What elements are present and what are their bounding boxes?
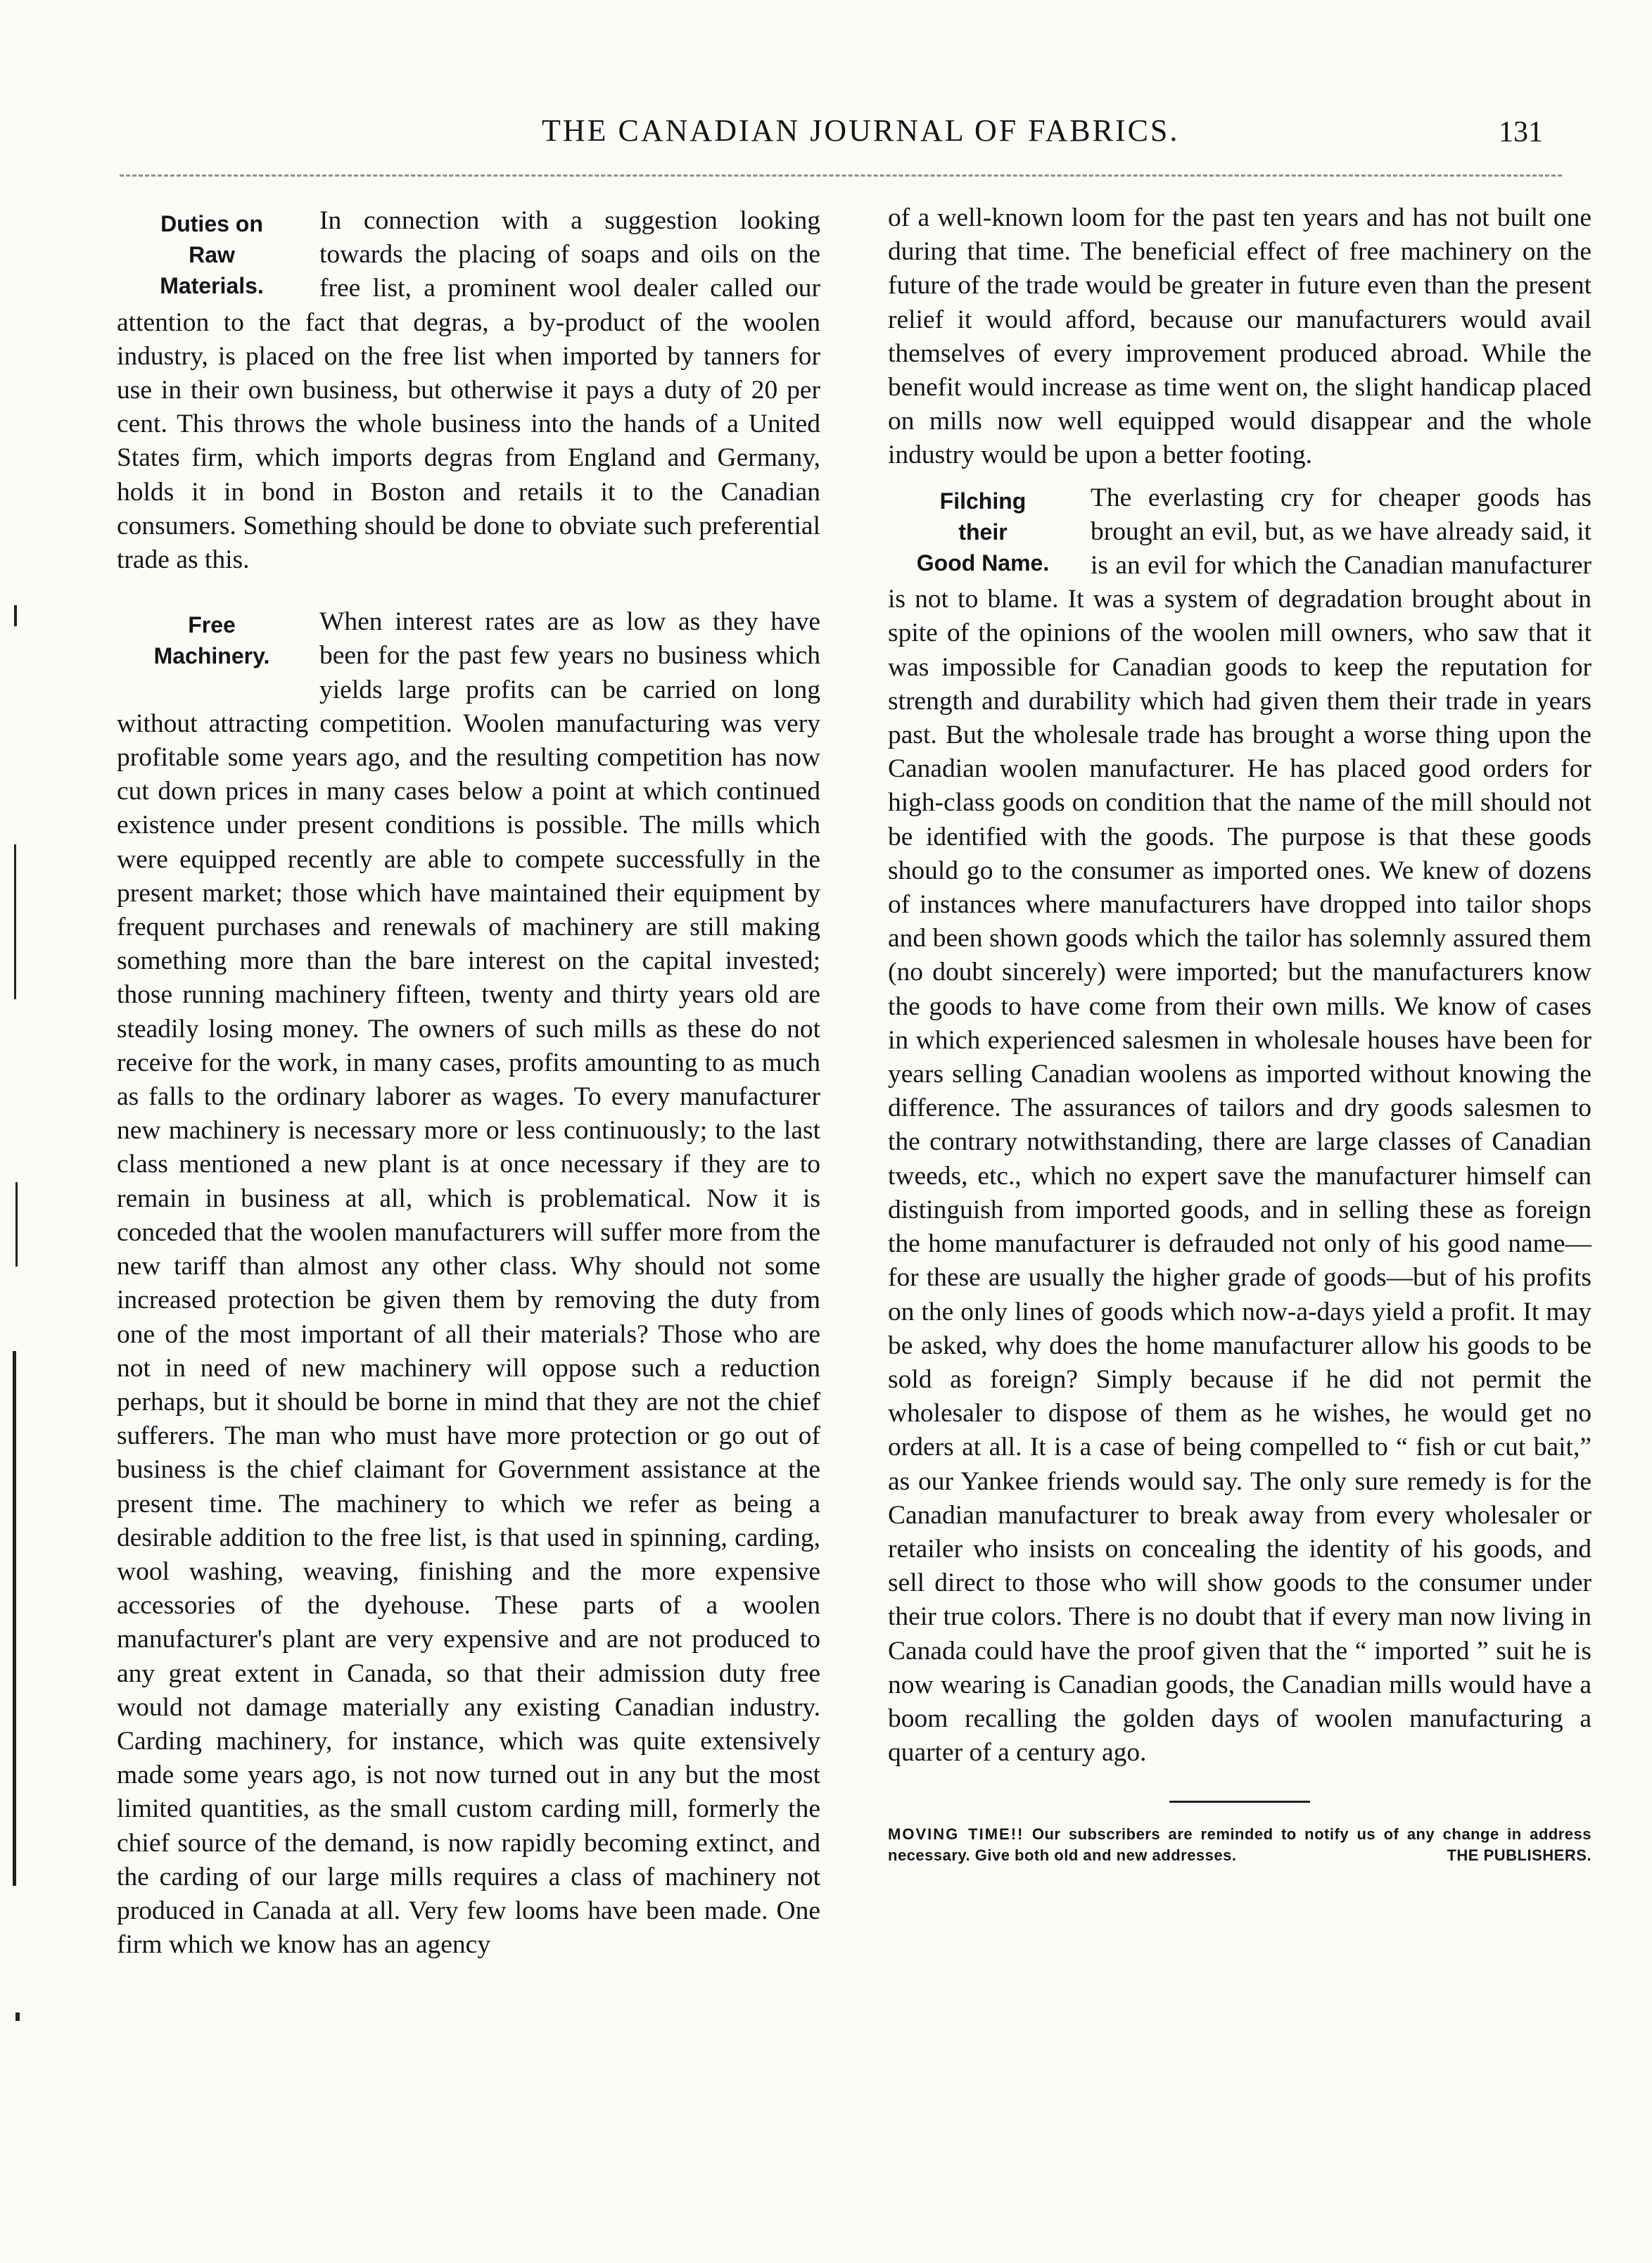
divider	[1169, 1801, 1310, 1803]
notice-text: Our subscribers are reminded to notify us of any change in address necessary. Give both old and new addresses.	[888, 1825, 1591, 1865]
right-column	[888, 201, 1591, 1866]
moving-notice	[888, 1824, 1591, 1866]
notice-signature: THE PUBLISHERS.	[1447, 1846, 1591, 1865]
sidehead-duties-on-raw-materials: Duties on Raw Materials.	[160, 211, 264, 298]
sidehead-free-machinery: Free Machinery.	[153, 612, 270, 669]
article-filching-their-good-name	[888, 481, 1591, 1770]
article-continuation: of a well-known loom for the past ten years and has not built one during that time. The beneficial effect of free machinery on the future of the trade would be greater in future even than the present relief it would afford, because our manufacturers would avail themselves of every improvement produced abroad. While the benefit would increase as time went on, the slight handicap placed on mills now well equipped would disappear and the whole industry would be upon a better footing.	[888, 203, 1591, 470]
page-header	[0, 113, 1652, 169]
page-number: 131	[1499, 116, 1543, 148]
running-title: THE CANADIAN JOURNAL OF FABRICS.	[542, 113, 1180, 148]
article-text: The everlasting cry for cheaper goods has brought an evil, but, as we have already said, it is an evil for which the Canadian manufacturer is not to blame. It was a system of degradation brought about in spite of the opinions of the woolen mill owners, who saw that it was impossible for Canadian goods to keep the reputation for strength and durability which had given them their trade in years past. But the wholesale trade has brought a worse thing upon the Canadian woolen manufacturer. He has placed good orders for high-class goods on condition that the name of the mill should not be identified with the goods. The purpose is that these goods should go to the consumer as imported ones. We knew of dozens of instances where manufacturers have dropped into tailor shops and been shown goods which the tailor has solemnly assured them (no doubt sincerely) were imported; but the manufacturers know the goods to have come from their own mills. We know of cases in which experienced salesmen in wholesale houses have been for years selling Canadian woolens as imported without knowing the difference. The assurances of tailors and dry goods salesmen to the contrary notwithstanding, there are large classes of Canadian tweeds, etc., which no expert save the manufacturer himself can distinguish from imported goods, and in selling these as foreign the home manufacturer is defrauded not only of his good name—for these are usually the higher grade of goods—but of his profits on the only lines of goods which now-a-days yield a profit. It may be asked, why does the home manufacturer allow his goods to be sold as foreign? Simply because if he did not permit the wholesaler to dispose of them as he wishes, he would get no orders at all. It is a case of being compelled to “ fish or cut bait,” as our Yankee friends would say. The only sure remedy is for the Canadian manufacturer to break away from every wholesaler or retailer who insists on concealing the identity of his goods, and sell direct to those who will show goods to the consumer under their true colors. There is no doubt that if every man now living in Canada could have the proof given that the “ imported ” suit he is now wearing is Canadian goods, the Canadian mills would have a boom recalling the golden days of woolen manufacturing a quarter of a century ago.	[888, 483, 1591, 1768]
article-text: In connection with a suggestion looking towards the placing of soaps and oils on the free list, a prominent wool dealer called our attention to the fact that degras, a by-product of the woolen industry, is placed on the free list when imported by tanners for use in their own business, but otherwise it pays a duty of 20 per cent. This throws the whole business into the hands of a United States firm, which imports degras from England and Germany, holds it in bond in Boston and retails it to the Canadian consumers. Something should be done to obviate such preferential trade as this.	[117, 206, 820, 575]
left-column	[117, 204, 820, 1962]
article-free-machinery	[117, 605, 820, 1962]
notice-lead: MOVING TIME!!	[888, 1825, 1024, 1844]
article-text: When interest rates are as low as they have been for the past few years no business which yields large profits can be carried on long without attracting competition. Woolen manufacturing was very profitable some years ago, and the resulting competition has now cut down prices in many cases below a point at which continued existence under present conditions is possible. The mills which were equipped recently are able to compete successfully in the present market; those which have maintained their equipment by frequent purchases and renewals of machinery are still making something more than the bare interest on the capital invested; those running machinery fifteen, twenty and thirty years old are steadily losing money. The owners of such mills as these do not receive for the work, in many cases, profits amounting to as much as falls to the ordinary laborer as wages. To every manufacturer new machinery is necessary more or less continuously; to the last class mentioned a new plant is at once necessary if they are to remain in business at all, which is problematical. Now it is conceded that the woolen manufacturers will suffer more from the new tariff than almost any other class. Why should not some increased protection be given them by removing the duty from one of the most important of all their materials? Those who are not in need of new machinery will oppose such a reduction perhaps, but it should be borne in mind that they are not the chief sufferers. The man who must have more protection or go out of business is the chief claimant for Government assistance at the present time. The machinery to which we refer as being a desirable addition to the free list, is that used in spinning, carding, wool washing, weaving, finishing and the more expensive accessories of the dyehouse. These parts of a woolen manufacturer's plant are very expensive and are not produced to any great extent in Canada, so that their admission duty free would not damage materially any existing Canadian industry. Carding machinery, for instance, which was quite extensively made some years ago, is not now turned out in any but the most limited quantities, as the small custom carding mill, formerly the chief source of the demand, is now rapidly becoming extinct, and the carding of our large mills requires a class of machinery not produced in Canada at all. Very few looms have been made. One firm which we know has an agency	[117, 607, 820, 1960]
header-rule	[120, 175, 1562, 177]
sidehead-filching-their-good-name: Filching their Good Name.	[916, 488, 1050, 576]
binding-margin-marks	[0, 211, 63, 2181]
article-duties-on-raw-materials	[117, 204, 820, 577]
